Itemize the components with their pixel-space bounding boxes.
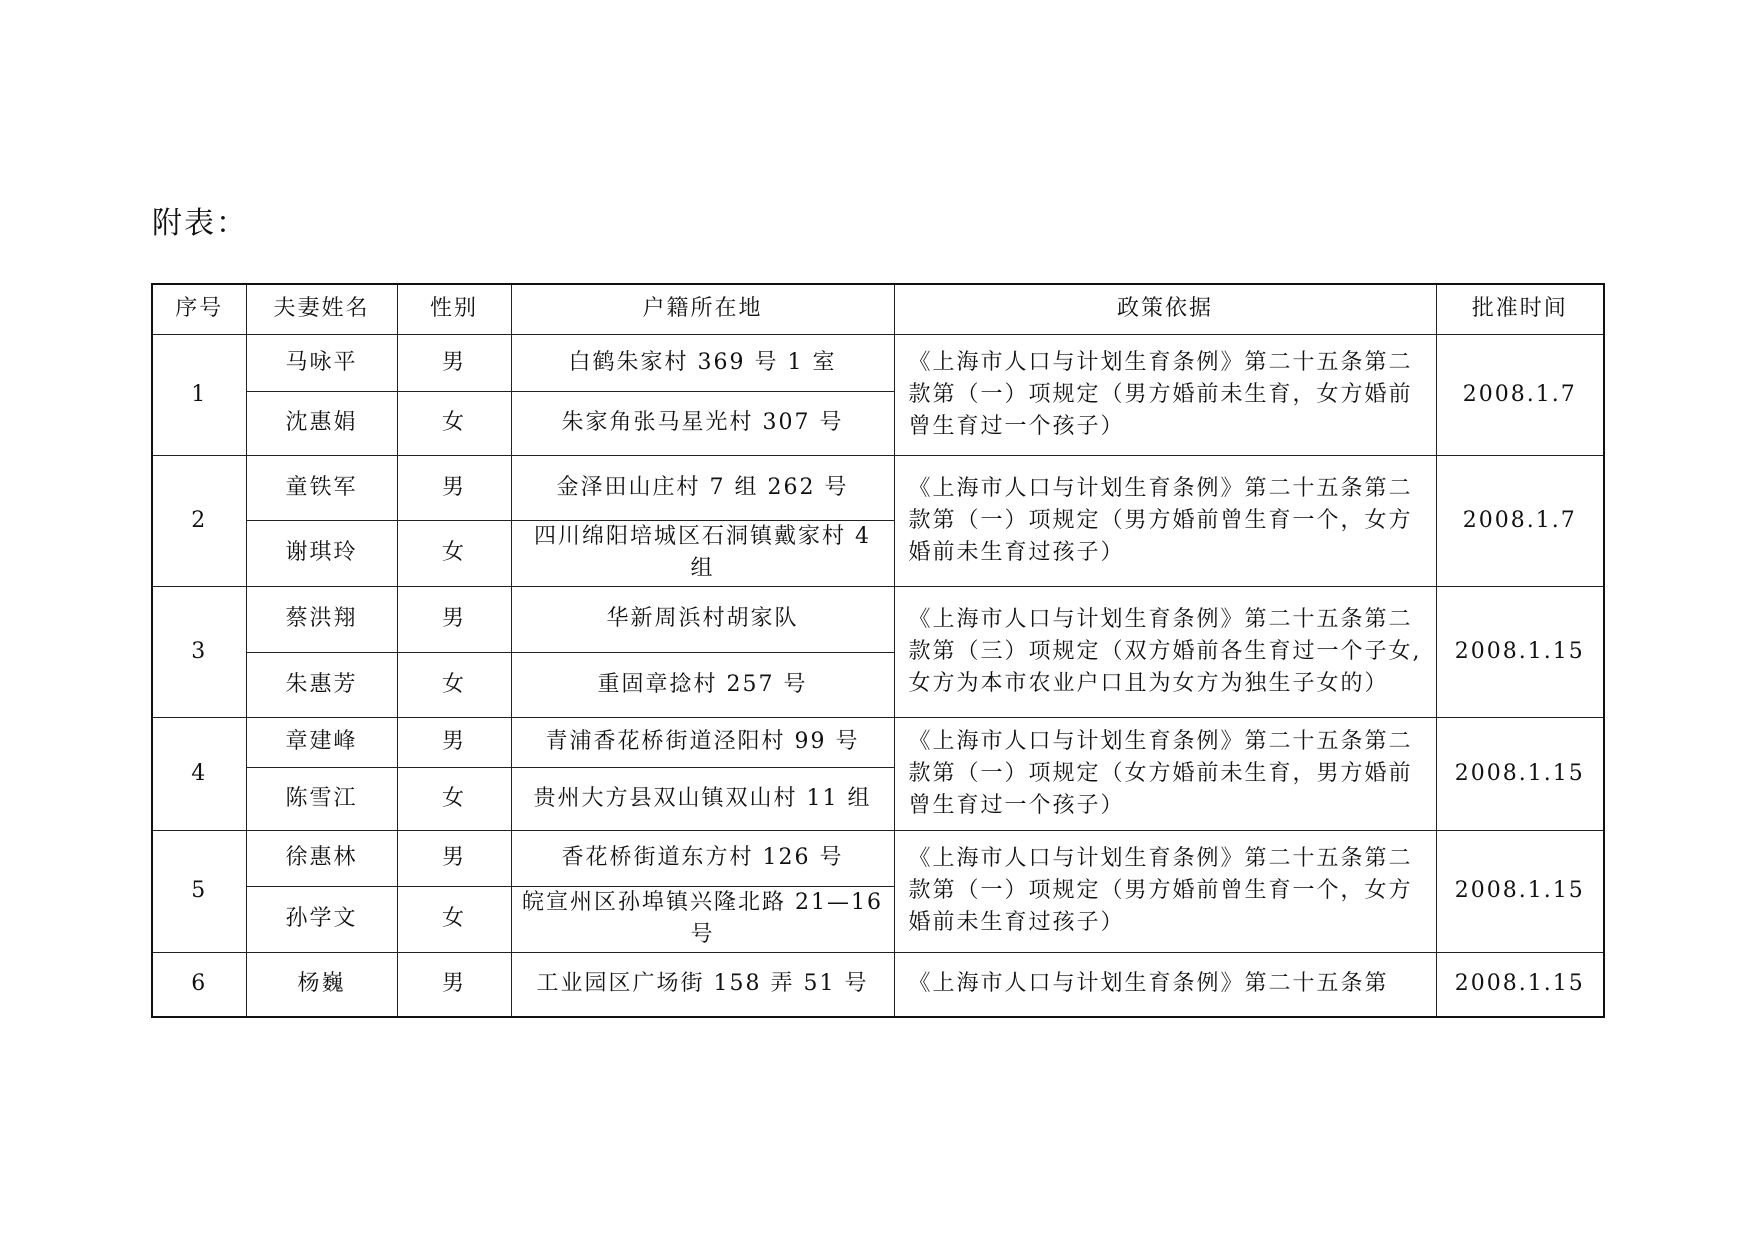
- person-name: 陈雪江: [246, 767, 397, 830]
- person-name: 童铁军: [246, 455, 397, 520]
- record-number: 1: [152, 334, 246, 455]
- person-gender: 女: [397, 520, 511, 586]
- policy-basis: 《上海市人口与计划生育条例》第二十五条第二款第（一）项规定（男方婚前曾生育一个，女方婚前未生育过孩子）: [894, 455, 1436, 586]
- person-gender: 男: [397, 830, 511, 886]
- person-address: 四川绵阳培城区石洞镇戴家村 4 组: [511, 520, 894, 586]
- person-address: 工业园区广场街 158 弄 51 号: [511, 952, 894, 1017]
- policy-basis: 《上海市人口与计划生育条例》第二十五条第二款第（三）项规定（双方婚前各生育过一个子女,女方为本市农业户口且为女方为独生子女的）: [894, 586, 1436, 717]
- person-name: 马咏平: [246, 334, 397, 391]
- person-gender: 男: [397, 952, 511, 1017]
- person-gender: 女: [397, 391, 511, 455]
- policy-basis: 《上海市人口与计划生育条例》第二十五条第二款第（一）项规定（男方婚前曾生育一个，女方婚前未生育过孩子）: [894, 830, 1436, 952]
- column-header-address: 户籍所在地: [511, 284, 894, 334]
- person-address: 华新周浜村胡家队: [511, 586, 894, 652]
- approval-date: 2008.1.15: [1436, 717, 1604, 830]
- person-name: 杨巍: [246, 952, 397, 1017]
- person-name: 蔡洪翔: [246, 586, 397, 652]
- table-row: [152, 952, 1604, 1017]
- person-address: 青浦香花桥街道泾阳村 99 号: [511, 717, 894, 767]
- person-address: 皖宣州区孙埠镇兴隆北路 21—16 号: [511, 886, 894, 952]
- person-address: 金泽田山庄村 7 组 262 号: [511, 455, 894, 520]
- column-header-date: 批准时间: [1436, 284, 1604, 334]
- person-address: 朱家角张马星光村 307 号: [511, 391, 894, 455]
- person-name: 朱惠芳: [246, 652, 397, 717]
- column-header-policy: 政策依据: [894, 284, 1436, 334]
- table-row: [152, 586, 1604, 652]
- person-gender: 男: [397, 455, 511, 520]
- table-row: [152, 455, 1604, 520]
- person-gender: 男: [397, 334, 511, 391]
- policy-basis: 《上海市人口与计划生育条例》第二十五条第二款第（一）项规定（女方婚前未生育，男方婚前曾生育过一个孩子）: [894, 717, 1436, 830]
- person-name: 孙学文: [246, 886, 397, 952]
- person-address: 白鹤朱家村 369 号 1 室: [511, 334, 894, 391]
- approval-date: 2008.1.7: [1436, 455, 1604, 586]
- person-address: 重固章捻村 257 号: [511, 652, 894, 717]
- person-name: 徐惠林: [246, 830, 397, 886]
- policy-basis: 《上海市人口与计划生育条例》第二十五条第二款第（一）项规定（男方婚前未生育，女方婚前曾生育过一个孩子）: [894, 334, 1436, 455]
- approval-date: 2008.1.15: [1436, 952, 1604, 1017]
- person-gender: 女: [397, 886, 511, 952]
- record-number: 6: [152, 952, 246, 1017]
- policy-basis: 《上海市人口与计划生育条例》第二十五条第: [894, 952, 1436, 1017]
- table-row: [152, 717, 1604, 767]
- column-header-no: 序号: [152, 284, 246, 334]
- table-row: [152, 830, 1604, 886]
- approval-date: 2008.1.15: [1436, 586, 1604, 717]
- person-address: 贵州大方县双山镇双山村 11 组: [511, 767, 894, 830]
- column-header-gender: 性别: [397, 284, 511, 334]
- table-header-row: [152, 284, 1604, 334]
- person-name: 章建峰: [246, 717, 397, 767]
- person-gender: 女: [397, 652, 511, 717]
- table-row: [152, 334, 1604, 391]
- record-number: 2: [152, 455, 246, 586]
- appendix-heading: 附表：: [152, 206, 248, 241]
- person-name: 谢琪玲: [246, 520, 397, 586]
- record-number: 4: [152, 717, 246, 830]
- approval-date: 2008.1.7: [1436, 334, 1604, 455]
- person-gender: 男: [397, 586, 511, 652]
- person-address: 香花桥街道东方村 126 号: [511, 830, 894, 886]
- person-name: 沈惠娟: [246, 391, 397, 455]
- record-number: 3: [152, 586, 246, 717]
- column-header-names: 夫妻姓名: [246, 284, 397, 334]
- approval-table: [151, 283, 1605, 1018]
- approval-date: 2008.1.15: [1436, 830, 1604, 952]
- person-gender: 女: [397, 767, 511, 830]
- record-number: 5: [152, 830, 246, 952]
- person-gender: 男: [397, 717, 511, 767]
